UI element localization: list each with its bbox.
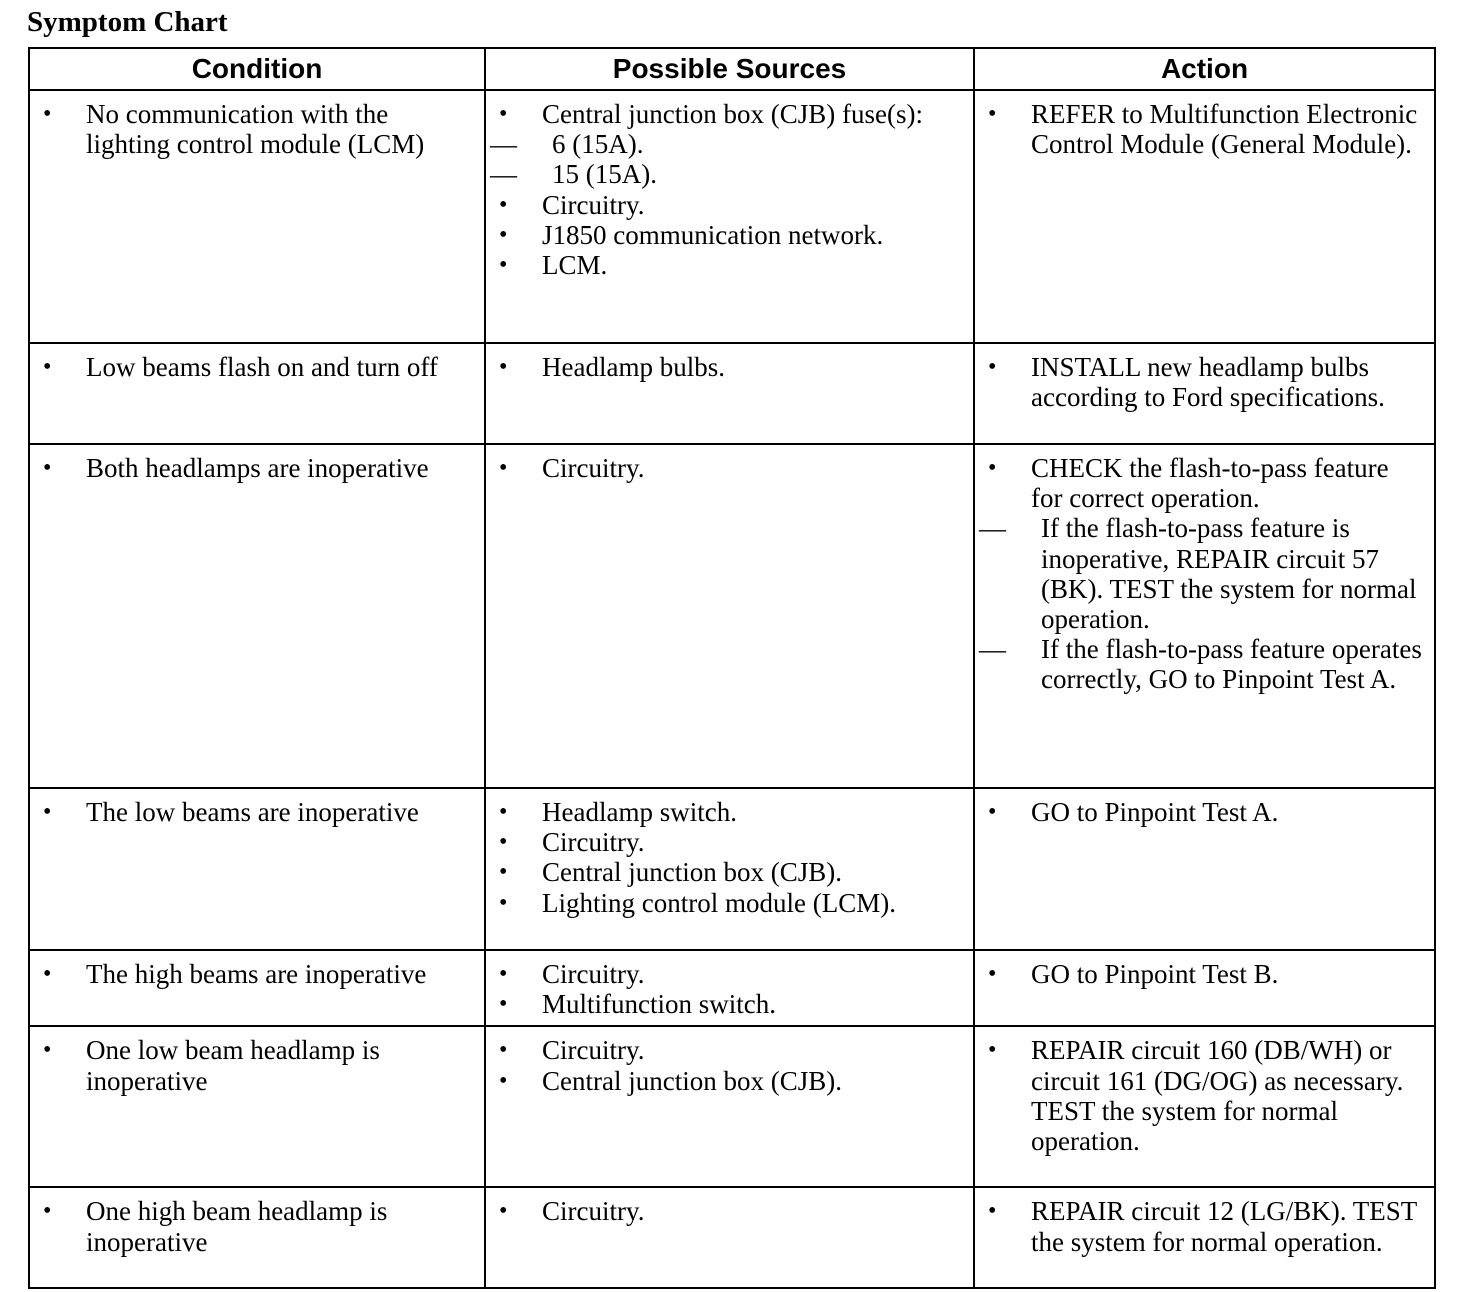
sub-item [486,129,963,159]
table-row [29,950,1435,1026]
table-row [29,444,1435,788]
bullet-icon: • [499,354,508,380]
bullet-icon: • [43,455,52,481]
sources-cell [485,950,974,1026]
sources-list [486,951,973,1025]
list-item [30,453,474,483]
condition-cell [29,950,485,1026]
page-title: Symptom Chart [27,6,228,38]
item-text: Circuitry. [542,959,645,989]
list-item [975,1196,1424,1256]
item-text: Headlamp bulbs. [542,352,725,382]
list-item [30,797,474,827]
item-text: The high beams are inoperative [86,959,427,989]
list-item [486,190,963,220]
bullet-icon: • [988,799,997,825]
bullet-icon: • [43,1198,52,1225]
sub-item-text: 15 (15A). [552,159,657,190]
bullet-icon: • [499,1037,508,1064]
sources-cell [485,1026,974,1187]
list-item [486,1196,963,1226]
list-item [486,220,963,250]
item-text: The low beams are inoperative [86,797,419,827]
sub-list [486,129,963,189]
bullet-icon: • [499,252,508,279]
table-row [29,788,1435,950]
sources-cell [485,90,974,343]
list-item [30,1035,474,1095]
condition-cell [29,788,485,950]
bullet-icon: • [499,859,508,886]
table-row [29,343,1435,444]
item-text: Circuitry. [542,189,645,220]
list-item [486,888,963,918]
sources-cell [485,788,974,950]
sources-list [486,445,973,489]
list-item [486,857,963,887]
item-text: J1850 communication network. [542,219,884,250]
bullet-icon: • [43,799,52,825]
item-text: GO to Pinpoint Test A. [1031,797,1279,827]
item-text: Circuitry. [542,1035,645,1066]
bullet-icon: • [988,961,997,987]
action-cell [974,90,1435,343]
item-text: Central junction box (CJB) fuse(s): [542,99,923,129]
bullet-icon: • [988,1198,997,1225]
sub-item-text: If the flash-to-pass feature is inoperative, REPAIR circuit 57 (BK). TEST the system for normal operation. [1041,513,1417,635]
action-cell [974,950,1435,1026]
sub-item [975,634,1424,694]
item-text: Circuitry. [542,1196,645,1227]
sources-list [486,1188,973,1232]
condition-list [30,789,484,833]
sources-list [486,344,973,388]
bullet-icon: • [988,354,997,380]
item-text: Circuitry. [542,453,645,483]
sub-item [486,159,963,189]
sub-item-text: 6 (15A). [552,129,644,160]
dash-icon: — [490,159,517,190]
list-item [486,1066,963,1096]
condition-list [30,91,484,165]
table-header-row [29,48,1435,90]
list-item [975,797,1424,827]
item-text: Circuitry. [542,827,645,858]
action-cell [974,1026,1435,1187]
bullet-icon: • [499,191,508,218]
sub-item-text: If the flash-to-pass feature operates correctly, GO to Pinpoint Test A. [1041,634,1422,695]
bullet-icon: • [499,101,508,127]
list-item [975,1035,1424,1156]
bullet-icon: • [988,455,997,481]
item-text: Headlamp switch. [542,797,737,827]
sources-list [486,1027,973,1101]
list-item [486,1035,963,1065]
table-row [29,90,1435,343]
bullet-icon: • [499,889,508,916]
bullet-icon: • [43,1037,52,1064]
action-cell [974,444,1435,788]
list-item [486,989,963,1019]
bullet-icon: • [499,1198,508,1225]
item-text: Central junction box (CJB). [542,1065,842,1096]
item-text: One low beam headlamp is inoperative [86,1035,380,1096]
condition-list [30,1188,484,1262]
list-item [486,827,963,857]
condition-cell [29,444,485,788]
list-item [30,1196,474,1256]
sources-cell [485,444,974,788]
list-item [975,453,1424,695]
bullet-icon: • [43,354,52,380]
condition-list [30,445,484,489]
item-text: REPAIR circuit 160 (DB/WH) or circuit 161 (DG/OG) as necessary. TEST the system for normal operation. [1031,1035,1404,1157]
item-text: Multifunction switch. [542,989,776,1020]
item-text: REPAIR circuit 12 (LG/BK). TEST the system for normal operation. [1031,1196,1417,1257]
sources-list [486,91,973,286]
symptom-table [28,47,1436,1289]
bullet-icon: • [499,991,508,1018]
sub-item [975,513,1424,634]
action-list [975,445,1434,701]
bullet-icon: • [499,1067,508,1094]
list-item [486,959,963,989]
item-text: One high beam headlamp is inoperative [86,1196,388,1257]
item-text: Low beams flash on and turn off [86,352,438,382]
item-text: INSTALL new headlamp bulbs according to Ford specifications. [1031,352,1385,413]
item-text: CHECK the flash-to-pass feature for correct operation. [1031,453,1389,514]
sources-header: Possible Sources [485,48,974,90]
sources-cell [485,343,974,444]
condition-list [30,344,484,388]
bullet-icon: • [499,799,508,825]
bullet-icon: • [499,829,508,856]
sources-cell [485,1187,974,1288]
condition-cell [29,343,485,444]
item-text: Central junction box (CJB). [542,857,842,888]
dash-icon: — [979,513,1006,544]
condition-cell [29,90,485,343]
sources-list [486,789,973,924]
list-item [30,959,474,989]
list-item [486,250,963,280]
list-item [486,99,963,190]
condition-cell [29,1187,485,1288]
action-list [975,789,1434,833]
table-row [29,1026,1435,1187]
dash-icon: — [490,129,517,160]
condition-list [30,1027,484,1101]
item-text: Both headlamps are inoperative [86,453,429,483]
condition-list [30,951,484,995]
action-cell [974,788,1435,950]
item-text: REFER to Multifunction Electronic Control Module (General Module). [1031,99,1418,160]
action-list [975,951,1434,995]
list-item [975,959,1424,989]
bullet-icon: • [988,101,997,127]
condition-header: Condition [29,48,485,90]
table-row [29,1187,1435,1288]
action-list [975,91,1434,165]
list-item [30,352,474,382]
bullet-icon: • [499,221,508,248]
action-list [975,1188,1434,1262]
action-cell [974,1187,1435,1288]
item-text: No communication with the lighting control module (LCM) [86,99,425,160]
item-text: GO to Pinpoint Test B. [1031,959,1279,989]
condition-cell [29,1026,485,1187]
list-item [486,797,963,827]
list-item [975,352,1424,412]
list-item [486,453,963,483]
action-header: Action [974,48,1435,90]
bullet-icon: • [499,961,508,987]
action-cell [974,343,1435,444]
dash-icon: — [979,634,1006,665]
bullet-icon: • [499,455,508,481]
list-item [30,99,474,159]
bullet-icon: • [988,1037,997,1064]
list-item [486,352,963,382]
action-list [975,1027,1434,1162]
item-text: LCM. [542,250,608,281]
bullet-icon: • [43,961,52,987]
item-text: Lighting control module (LCM). [542,887,896,918]
bullet-icon: • [43,101,52,127]
action-list [975,344,1434,418]
list-item [975,99,1424,159]
sub-list [975,513,1424,694]
